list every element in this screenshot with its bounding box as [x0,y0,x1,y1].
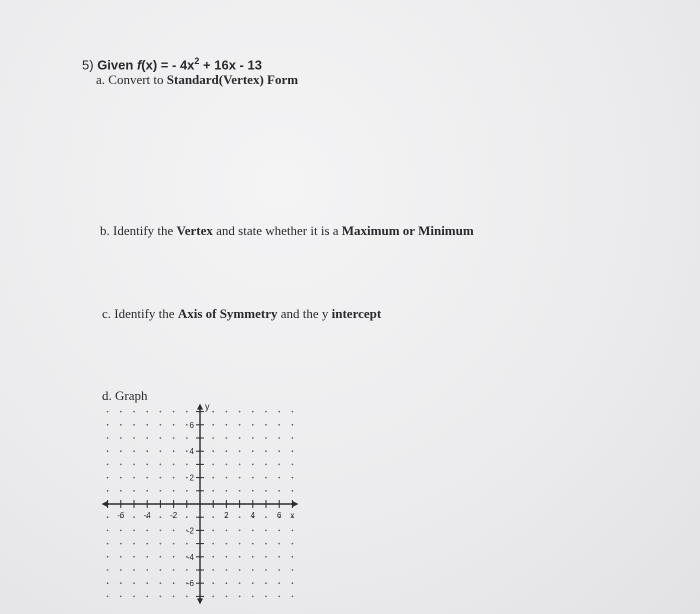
grid-dot [239,477,241,479]
grid-dot [265,450,267,452]
grid-dot [278,477,280,479]
y-axis-label: y [205,401,210,412]
grid-dot [292,490,294,492]
grid-dot [186,477,188,479]
x-tick-label: -6 [117,511,125,520]
grid-dot [146,556,148,558]
grid-dot [239,556,241,558]
grid-dot [173,450,175,452]
grid-dot [239,582,241,584]
grid-dot [226,556,228,558]
y-tick-label: 6 [189,420,194,430]
grid-dot [107,582,109,584]
grid-dot [292,477,294,479]
grid-dot [120,582,122,584]
grid-dot [252,569,254,571]
grid-dot [265,569,267,571]
grid-dot [278,411,280,413]
grid-dot [278,543,280,545]
grid-dot [292,450,294,452]
grid-dot [146,477,148,479]
grid-dot [160,556,162,558]
grid-dot [226,596,228,598]
grid-dot [107,437,109,439]
grid-dot [173,596,175,598]
grid-dot [146,411,148,413]
grid-dot [239,569,241,571]
equals-sign: = - [157,57,177,73]
grid-dot [212,556,214,558]
grid-dot [292,530,294,532]
x-tick-label: 2 [224,511,229,520]
grid-dot [252,543,254,545]
grid-dot [186,450,188,452]
grid-dot [226,411,228,413]
grid-dot [239,464,241,466]
grid-dot [252,556,254,558]
grid-dot [146,490,148,492]
grid-dot [265,543,267,545]
grid-dot [146,437,148,439]
grid-dot [133,582,135,584]
grid-dot [292,556,294,558]
grid-dot [292,437,294,439]
grid-dot [173,543,175,545]
y-tick-label: -6 [186,579,194,589]
grid-dot [212,437,214,439]
grid-dot [278,596,280,598]
x-axis-left-arrow [102,501,108,507]
grid-dot [107,556,109,558]
grid-dot [252,450,254,452]
grid-dot [212,543,214,545]
grid-dot [186,411,188,413]
grid-dot [186,516,188,518]
grid-dot [160,477,162,479]
function-argument: (x) [141,57,158,73]
grid-dot [278,464,280,466]
given-label: Given [97,57,134,73]
grid-dot [160,530,162,532]
grid-dot [252,424,254,426]
grid-dot [107,530,109,532]
grid-dot [146,424,148,426]
grid-dot [186,569,188,571]
grid-dot [292,424,294,426]
x-tick-label: 4 [250,511,256,520]
grid-dot [133,477,135,479]
grid-dot [160,464,162,466]
grid-dot [120,464,122,466]
grid-dot [265,490,267,492]
y-axis-up-arrow [197,404,203,410]
grid-dot [292,582,294,584]
exponent: 2 [194,56,200,66]
grid-dot [265,516,267,518]
grid-dot [265,411,267,413]
grid-dot [133,411,135,413]
y-tick-label: 2 [189,473,194,483]
grid-dot [212,490,214,492]
grid-dot [146,596,148,598]
grid-dot [133,464,135,466]
grid-dot [173,490,175,492]
grid-dot [292,543,294,545]
grid-dot [120,569,122,571]
grid-dot [212,464,214,466]
grid-dot [120,556,122,558]
grid-dot [173,530,175,532]
part-a [96,72,298,88]
part-b-bold-vertex: Vertex [176,223,213,238]
part-c-mid-text: and the y [277,306,332,321]
part-a-text: a. Convert to [96,72,167,87]
grid-dot [226,530,228,532]
grid-dot [160,582,162,584]
grid-dot [226,543,228,545]
quadratic-term: 4x [179,57,195,73]
grid-dot [120,450,122,452]
grid-dot [133,450,135,452]
grid-dot [133,437,135,439]
grid-dot [278,530,280,532]
grid-dot [226,569,228,571]
grid-dot [107,490,109,492]
grid-dot [265,464,267,466]
grid-dot [146,450,148,452]
grid-dot [107,464,109,466]
grid-dot [173,582,175,584]
grid-dot [212,516,214,518]
grid-dot [133,569,135,571]
grid-dot [278,437,280,439]
grid-dot [120,530,122,532]
x-axis-label: x [290,511,295,520]
part-c-bold-axis: Axis of Symmetry [177,306,278,321]
grid-dot [107,596,109,598]
grid-dot [173,477,175,479]
grid-dot [226,477,228,479]
grid-dot [173,437,175,439]
grid-dot [239,424,241,426]
grid-dot [133,543,135,545]
grid-dot [292,569,294,571]
grid-dot [239,490,241,492]
part-b-text: b. Identify the [100,223,177,238]
grid-dot [278,569,280,571]
grid-dot [278,556,280,558]
grid-dot [292,596,294,598]
grid-dot [212,477,214,479]
grid-dot [133,490,135,492]
grid-dot [107,569,109,571]
part-c [102,306,381,322]
grid-dot [120,411,122,413]
grid-dot [186,543,188,545]
grid-dot [226,424,228,426]
grid-dot [265,556,267,558]
grid-dot [212,569,214,571]
grid-dot [226,490,228,492]
grid-dot [239,437,241,439]
grid-dot [239,596,241,598]
coordinate-grid [100,400,310,605]
part-c-bold-intercept: intercept [331,306,382,321]
grid-dot [133,516,135,518]
grid-dot [226,464,228,466]
grid-dot [107,411,109,413]
grid-dot [120,437,122,439]
grid-dot [186,424,188,426]
grid-dot [252,464,254,466]
grid-dot [146,569,148,571]
grid-dot [186,437,188,439]
grid-dot [120,596,122,598]
part-b [100,223,474,239]
grid-dot [239,450,241,452]
grid-dot [186,490,188,492]
grid-dot [292,411,294,413]
x-tick-label: -4 [143,511,151,520]
grid-dot [186,464,188,466]
grid-dot [120,477,122,479]
grid-dot [160,490,162,492]
y-axis-down-arrow [197,598,203,604]
part-b-mid-text: and state whether it is a [212,223,342,238]
grid-dot [120,543,122,545]
grid-dot [107,516,109,518]
grid-dot [160,543,162,545]
grid-dot [133,424,135,426]
grid-dot [133,530,135,532]
y-tick-label: -4 [186,552,194,562]
grid-dot [265,477,267,479]
grid-dot [239,530,241,532]
grid-dot [160,411,162,413]
grid-dot [278,424,280,426]
grid-dot [252,411,254,413]
question-number: 5) [82,57,94,73]
x-tick-label: -2 [170,511,178,520]
grid-dot [239,543,241,545]
grid-dot [173,556,175,558]
grid-dot [252,490,254,492]
grid-dot [239,411,241,413]
grid-dot [160,596,162,598]
grid-dot [173,424,175,426]
grid-dot [265,530,267,532]
grid-dot [212,411,214,413]
grid-dot [107,450,109,452]
grid-dot [146,464,148,466]
x-axis-right-arrow [292,501,298,507]
part-d-label: d. Graph [102,388,148,403]
grid-dot [107,543,109,545]
y-tick-label: 4 [189,447,194,457]
grid-dot [120,490,122,492]
grid-dot [212,582,214,584]
grid-dot [226,437,228,439]
grid-dot [212,596,214,598]
grid-dot [239,516,241,518]
part-a-bold: Standard(Vertex) Form [166,72,299,87]
grid-dot [146,530,148,532]
grid-dot [146,582,148,584]
grid-dot [252,596,254,598]
grid-dot [252,437,254,439]
grid-dot [265,582,267,584]
grid-dot [107,424,109,426]
grid-dot [160,516,162,518]
grid-dot [278,582,280,584]
grid-dot [160,437,162,439]
y-tick-label: -2 [186,526,194,536]
grid-dot [265,596,267,598]
grid-dot [120,424,122,426]
grid-dot [107,477,109,479]
grid-dot [186,596,188,598]
linear-constant-terms: + 16x - 13 [199,57,262,73]
grid-dot [265,424,267,426]
grid-dot [252,477,254,479]
question-header [82,56,262,72]
grid-dot [278,450,280,452]
grid-dot [160,569,162,571]
part-c-text: c. Identify the [102,306,178,321]
grid-dot [133,556,135,558]
grid-dot [173,411,175,413]
grid-dot [212,530,214,532]
grid-dot [252,530,254,532]
grid-dot [133,596,135,598]
grid-dot [278,490,280,492]
grid-dot [252,582,254,584]
grid-dot [265,437,267,439]
grid-dot [173,464,175,466]
part-b-bold-maxmin: Maximum or Minimum [341,223,474,238]
grid-dot [292,464,294,466]
grid-dot [160,424,162,426]
function-name: f [136,57,142,73]
grid-dot [212,424,214,426]
grid-dot [212,450,214,452]
grid-dot [226,582,228,584]
grid-dot [160,450,162,452]
grid-dot [173,569,175,571]
grid-dot [146,543,148,545]
grid-dot [226,450,228,452]
x-tick-label: 6 [276,511,282,520]
